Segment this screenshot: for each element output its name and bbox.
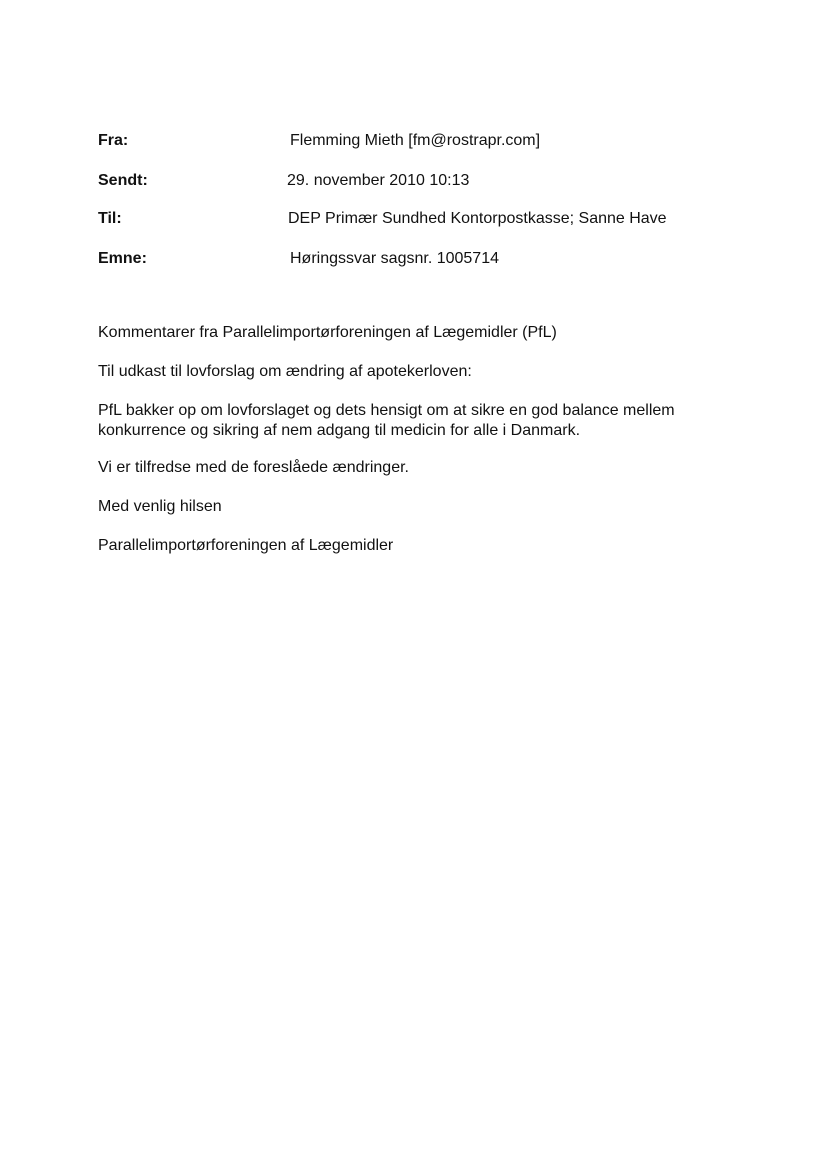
support-line-2: konkurrence og sikring af nem adgang til medicin for alle i Danmark.: [98, 422, 581, 439]
email-from-row: [98, 130, 778, 152]
sent-value: 29. november 2010 10:13: [287, 172, 470, 189]
from-label: Fra:: [98, 132, 129, 149]
satisfied-line: Vi er tilfredse med de foreslåede ændringer.: [98, 459, 409, 476]
email-subject-row: [98, 248, 778, 270]
support-line-1: PfL bakker op om lovforslaget og dets hensigt om at sikre en god balance mellem: [98, 402, 675, 419]
sent-label: Sendt:: [98, 172, 148, 189]
to-value: DEP Primær Sundhed Kontorpostkasse; Sanne Have: [288, 210, 667, 227]
support-paragraph: [98, 401, 758, 441]
from-value: Flemming Mieth [fm@rostrapr.com]: [290, 132, 541, 149]
to-label: Til:: [98, 210, 122, 227]
subject-label: Emne:: [98, 250, 147, 267]
signature: Parallelimportørforeningen af Lægemidler: [98, 537, 394, 554]
email-sent-row: [98, 170, 778, 192]
subject-value: Høringssvar sagsnr. 1005714: [290, 250, 499, 267]
email-to-row: [98, 208, 778, 230]
draft-line: Til udkast til lovforslag om ændring af apotekerloven:: [98, 363, 472, 380]
greeting: Med venlig hilsen: [98, 498, 222, 515]
comment-heading: Kommentarer fra Parallelimportørforeningen af Lægemidler (PfL): [98, 324, 557, 341]
